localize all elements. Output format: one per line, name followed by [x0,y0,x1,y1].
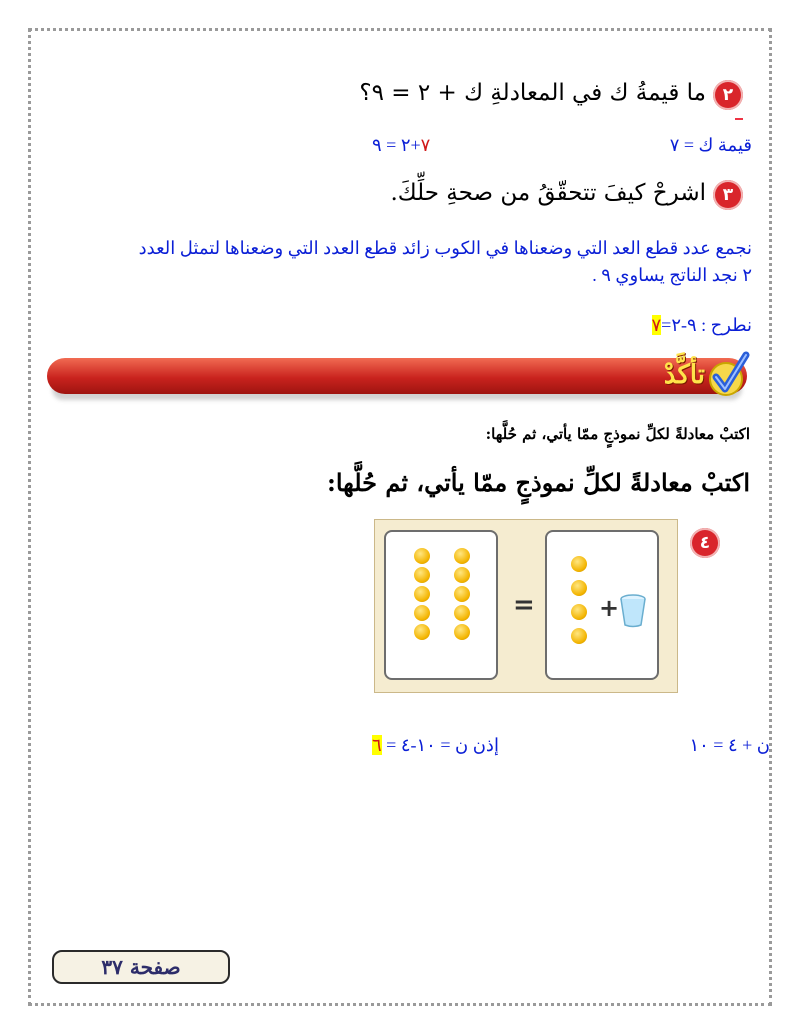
model-card-total [384,530,498,680]
counter-coin-icon [571,628,587,644]
section-title: تأكَّدْ [663,360,705,390]
cup-icon [619,594,647,632]
page-number-label: صفحة ٣٧ [101,955,181,979]
solution-text: إذن ن = ١٠-٤ = [386,735,499,755]
question-3-text: اشرحْ كيفَ تتحقّقُ من صحةِ حلِّكَ. [390,180,706,206]
model-plus-sign: + [599,594,620,622]
model-card-expression [545,530,659,680]
counter-coin-icon [414,624,430,640]
question-2-answer-check [372,135,430,156]
question-3-badge [713,180,743,210]
question-3-subtraction [652,315,753,336]
question-4-badge [690,528,720,558]
question-4-number: ٤ [699,533,711,553]
counter-coin-icon [414,586,430,602]
answer-seven: ٧ [420,135,431,155]
question-3-number: ٣ [722,185,734,205]
counter-coin-icon [454,548,470,564]
model-equals-sign: = [513,590,535,620]
solution-result: ٦ [372,735,382,755]
counter-coin-icon [414,548,430,564]
model-panel [374,519,678,693]
counter-coin-icon [414,605,430,621]
subtraction-result: ٧ [651,315,662,335]
section-title-wrap [595,355,705,395]
page-number-box [52,950,230,984]
subtraction-text: نطرح : ٩-٢= [661,315,752,335]
checkmark-icon [706,349,752,403]
question-3-answer-line-2: ٢ نجد الناتج يساوي ٩ . [592,265,752,285]
counter-coin-icon [454,605,470,621]
question-2-answer-value: قيمة ك = ٧ [669,135,752,155]
question-2-badge [713,80,743,110]
counter-coin-icon [454,586,470,602]
counter-coin-icon [454,624,470,640]
instruction-small: اكتبْ معادلةً لكلِّ نموذجٍ ممّا يأتي، ثم حُلَّها: [485,425,750,443]
counter-coin-icon [571,604,587,620]
counter-coin-icon [454,567,470,583]
instruction-large: اكتبْ معادلةً لكلِّ نموذجٍ ممّا يأتي، ثم حُلَّها: [326,468,750,497]
question-4-equation: ن + ٤ = ١٠ [689,735,770,755]
question-4-solution [372,735,499,756]
question-2-text: ما قيمةُ ك في المعادلةِ ك + ٢ = ٩؟ [359,80,706,106]
counter-coin-icon [414,567,430,583]
counter-coin-icon [571,580,587,596]
counter-coin-icon [571,556,587,572]
question-2-number: ٢ [722,85,734,105]
decor-mark [735,118,743,120]
page-border [28,28,772,1006]
answer-rest: +٢ = ٩ [372,135,421,155]
question-3-answer-line-1: نجمع عدد قطع العد التي وضعناها في الكوب زائد قطع العدد التي وضعناها لتمثل العدد [138,238,752,258]
